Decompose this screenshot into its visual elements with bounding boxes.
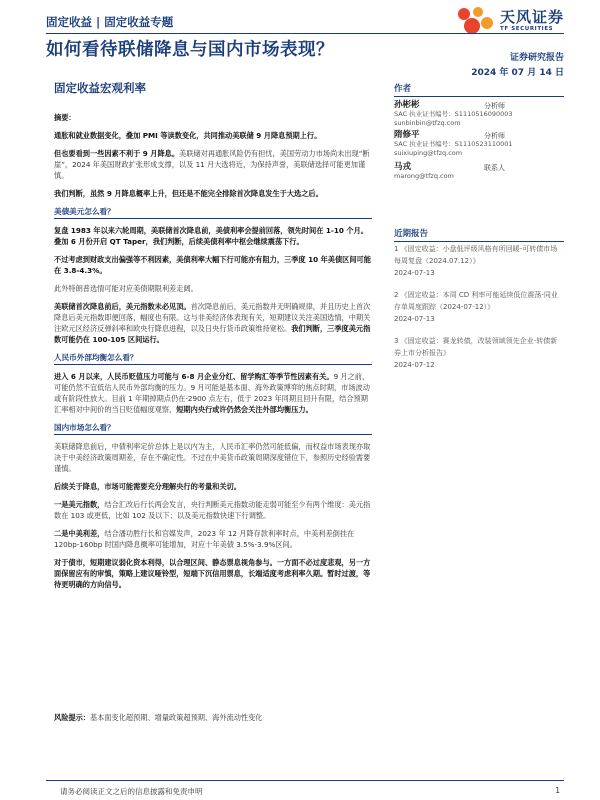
- paragraph: 通胀和就业数据变化，叠加 PMI 等读数变化，共同推动美联储 9 月降息预期上行。: [54, 131, 322, 140]
- recent-report-date: 2024-07-13: [394, 315, 435, 323]
- analyst-name: 隋修平: [394, 130, 420, 140]
- recent-report-date: 2024-07-13: [394, 269, 435, 277]
- analyst-name: 马戎: [394, 162, 412, 172]
- page-title: 如何看待联储降息与国内市场表现？: [46, 40, 334, 60]
- paragraph: [54, 371, 372, 415]
- section-subtitle: 固定收益宏观利率: [54, 81, 146, 95]
- analyst-email[interactable]: suixiuping@tfzq.com: [394, 149, 463, 157]
- paragraph-lead: 但也要看到一些因素不利于 9 月降息。: [54, 149, 180, 158]
- footer-divider: [46, 780, 564, 781]
- report-date: 2024 年 07 月 14 日: [471, 68, 564, 78]
- risk-warning: [54, 713, 372, 723]
- paragraph: 此外特朗普选情可能对应美债期限利差走阔。: [54, 284, 198, 293]
- summary-label: 摘要：: [54, 113, 76, 122]
- logo-name: 天风证券: [500, 8, 565, 26]
- analyst-cert: SAC 执业证书编号：S1110516090003: [394, 110, 513, 118]
- logo-name-en: TF SECURITIES: [500, 26, 554, 32]
- paragraph-lead: 进入 6 月以来，人民币贬值压力可能与 6-8 月企业分红、留学购汇等季节性因素有关。: [54, 372, 334, 381]
- recent-report-title[interactable]: 1 《固定收益：小盘低评级风格有所回暖-可转债市场每周复盘（2024.07.12）》: [394, 245, 558, 265]
- recent-report-item[interactable]: [394, 289, 564, 325]
- page-number: 1: [555, 786, 560, 795]
- recent-report-item[interactable]: [394, 243, 564, 279]
- section-heading: 美债美元怎么看？: [54, 206, 372, 219]
- analyst-cert: SAC 执业证书编号：S1110523110001: [394, 140, 513, 148]
- paragraph: 我们判断，虽然 9 月降息概率上升，但还是不能完全排除首次降息发生于大选之后。: [54, 189, 323, 198]
- paragraph: 对于债市，短期建议弱化资本利得，以合理区间、静态票息视角参与。一方面不必过度悲观，另一方面保留应有的审慎，策略上建议哑铃型，短端下沉信用票息，长端适度考虑利率久期。暂时过渡，等待更明确的方向信号。: [54, 558, 371, 589]
- analyst-role: 分析师: [484, 102, 505, 110]
- paragraph: [54, 301, 372, 345]
- paragraph-conclusion: 短期内央行或许仍然会关注外部均衡压力。: [176, 405, 313, 414]
- paragraph-text: 首次降息前后，美元指数并无明确规律，并且历史上首次降息后美元指数即便回落，幅度也有限。这与非美经济体表现有关，短期建议关注美国选情，中期关注欧元区经济反弹斜率和欧央行降息进程，以及日央行货币政策维持宽松。: [54, 302, 371, 333]
- paragraph: [54, 528, 372, 550]
- recent-reports-heading: 近期报告: [394, 227, 564, 242]
- report-type: 证券研究报告: [509, 53, 564, 63]
- analyst-role: 联系人: [484, 164, 505, 172]
- authors-section: [394, 82, 564, 97]
- paragraph: [54, 499, 372, 521]
- paragraph: [54, 148, 372, 181]
- risk-text: 基本面变化超预期、增量政策超预期、海外流动性变化: [89, 713, 263, 722]
- recent-report-title[interactable]: 3 《固定收益：赛龙转债，改装领域领先企业-转债新券上市分析报告》: [394, 337, 558, 357]
- analyst-card: [394, 98, 564, 128]
- paragraph-text: 9 月之前，可能仍然不宜低估人民币外部均衡的压力。9 月可能是基本面、海外政策博弈的焦点时期，市场波动或有阶段性放大。目前 1 年期掉期点仍在-2900 点左右，低于 2023 年同期且回升有限，结合预期汇率相对中间价的当日贬值幅度观察，: [54, 372, 370, 414]
- paragraph: 复盘 1983 年以来六轮周期，美联储首次降息前，美债利率会提前回落，领先时间在 1-10 个月。叠加 6 月份开启 QT Taper，我们判断，后续美债利率中枢会继续震荡下行。: [54, 226, 368, 246]
- recent-report-date: 2024-07-12: [394, 361, 435, 369]
- analyst-card: [394, 128, 564, 158]
- recent-report-title[interactable]: 2 《固定收益：本周 CD 利率可能延续低位震荡-同业存单周度跟踪（2024-07-12）》: [394, 291, 558, 311]
- analyst-role: 分析师: [484, 132, 505, 140]
- paragraph-text: 结合汇改后行长两会发言，央行判断美元指数动能走弱可能至少有两个维度：美元指数在 103 或更低，比如 102 及以下；以及美元指数快速下行调整。: [54, 500, 371, 520]
- analyst-card: [394, 160, 564, 181]
- paragraph-lead: 一是美元指数，: [54, 500, 105, 509]
- header-category: 固定收益 | 固定收益专题: [46, 15, 174, 29]
- paragraph-text: 结合潘功胜行长和官媒发声，2023 年 12 月降存款利率时点，中美利差倒挂在 120bp-160bp 时国内降息概率可能增加，对应十年美债 3.5%-3.9%区间。: [54, 529, 355, 549]
- paragraph-text: 美联储对再通胀风险仍有担忧，美国劳动力市场尚未出现“断崖”，2024 年美国财政扩张形成支撑，以及 11 月大选将近，为保持声誉，美联储选择可能更加谨慎。: [54, 149, 370, 180]
- recent-report-item[interactable]: [394, 335, 564, 371]
- paragraph: 不过考虑到财政支出偏强等不利因素，美债利率大幅下行可能亦有阻力，三季度 10 年美债区间可能在 3.8-4.3%。: [54, 255, 371, 275]
- header-divider: [46, 33, 564, 34]
- footer-disclaimer: 请务必阅读正文之后的信息披露和免责申明: [60, 787, 203, 796]
- analyst-name: 孙彬彬: [394, 100, 420, 110]
- risk-label: 风险提示：: [54, 713, 90, 722]
- paragraph: 美联储降息前后，中债利率定价总体上是以内为主，人民币汇率仍然可能低偏，而权益市场表现亦取决于中美经济政策周期差，存在不确定性。不过在中美货币政策周期深度错位下，参照历史经验需要谨慎。: [54, 442, 371, 473]
- recent-reports-list: [394, 243, 564, 369]
- section-heading: 国内市场怎么看？: [54, 422, 372, 435]
- analyst-email[interactable]: marong@tfzq.com: [394, 172, 454, 180]
- main-content: [54, 112, 372, 597]
- analyst-list: [394, 98, 564, 188]
- paragraph-lead: 美联储首次降息前后，美元指数未必见顶。: [54, 302, 191, 311]
- paragraph-lead: 二是中美利差，: [54, 529, 105, 538]
- paragraph: 后续关于降息，市场可能需要充分理解央行的考量和关切。: [54, 482, 241, 491]
- company-logo: [454, 6, 564, 42]
- paragraph-conclusion: 我们判断，三季度美元指数可能仍在 100-105 区间运行。: [54, 324, 371, 344]
- analyst-email[interactable]: sunbinbin@tfzq.com: [394, 119, 461, 127]
- authors-heading: 作者: [394, 82, 564, 97]
- section-heading: 人民币外部均衡怎么看？: [54, 352, 372, 365]
- recent-reports-section: [394, 227, 564, 242]
